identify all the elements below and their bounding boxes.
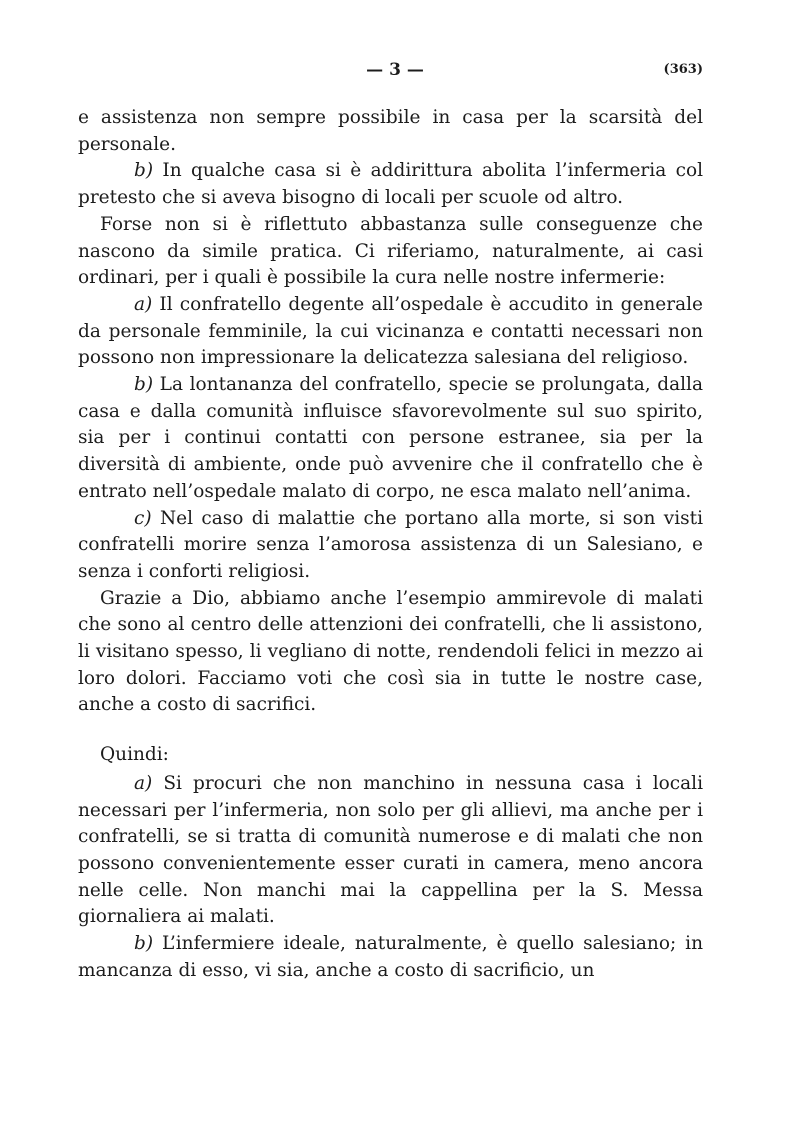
paragraph-text: Il confratello degente all’ospedale è accudito in generale da personale femminile, la cui vicinanza e contatti necessari non possono non impressionare la delicatezza salesiana del religioso. (78, 293, 703, 369)
paragraph-8 (78, 771, 703, 931)
list-letter: b) (134, 933, 154, 955)
paragraph-5 (78, 372, 703, 506)
list-letter: a) (134, 772, 153, 794)
list-letter: a) (134, 293, 153, 315)
paragraph-4 (78, 292, 703, 372)
paragraph-3 (78, 212, 703, 292)
paragraph-text: In qualche casa si è addirittura abolita l’infermeria col pretesto che si aveva bisogno di locali per scuole od altro. (78, 160, 703, 209)
page-number: — 3 — (366, 60, 424, 80)
paragraph-text: L’infermiere ideale, naturalmente, è quello salesiano; in mancanza di esso, vi sia, anche a costo di sacrificio, un (78, 933, 703, 981)
page-header (78, 60, 703, 88)
list-letter: b) (134, 160, 154, 182)
paragraph-text: Nel caso di malattie che portano alla morte, si son visti confratelli morire senza l’amorosa assistenza di un Salesiano, e senza i conforti religiosi. (78, 507, 703, 582)
body-text (78, 105, 703, 985)
page-number-alt: (363) (663, 62, 703, 77)
paragraph-text: Grazie a Dio, abbiamo anche l’esempio ammirevole di malati che sono al centro delle attenzioni dei confratelli, che li assistono, li visitano spesso, li vegliano di notte, rendendoli felici in mezzo ai loro dolori. Facciamo voti che così sia in tutte le nostre case, anche a costo di sacrifici. (78, 587, 703, 716)
paragraph-6 (78, 506, 703, 586)
paragraph-1 (78, 105, 703, 158)
paragraph-2 (78, 158, 703, 211)
paragraph-text: Si procuri che non manchino in nessuna casa i locali necessari per l’infermeria, non solo per gli allievi, ma anche per i confratelli, se si tratta di comunità numerose e di malati che non possono convenientemente esser curati in camera, meno ancora nelle celle. Non manchi mai la cappellina per la S. Messa giornaliera ai malati. (78, 772, 703, 928)
paragraph-text: e assistenza non sempre possibile in casa per la scarsità del personale. (78, 107, 703, 155)
paragraph-text: Forse non si è riflettuto abbastanza sulle conseguenze che nascono da simile pratica. Ci riferiamo, naturalmente, ai casi ordinari, per i quali è possibile la cura nelle nostre infermerie: (78, 213, 703, 289)
paragraph-text: La lontananza del confratello, specie se prolungata, dalla casa e dalla comunità influisce sfavorevolmente sul suo spirito, sia per i continui contatti con persone estranee, sia per la diversità di ambiente, onde può avvenire che il confratello che è entrato nell’ospedale malato di corpo, ne esca malato nell’anima. (78, 374, 703, 502)
list-letter: b) (134, 374, 154, 396)
section-heading (78, 742, 703, 769)
paragraph-9 (78, 931, 703, 984)
paragraph-7 (78, 586, 703, 720)
heading-text: Quindi: (100, 744, 169, 766)
list-letter: c) (134, 507, 152, 529)
